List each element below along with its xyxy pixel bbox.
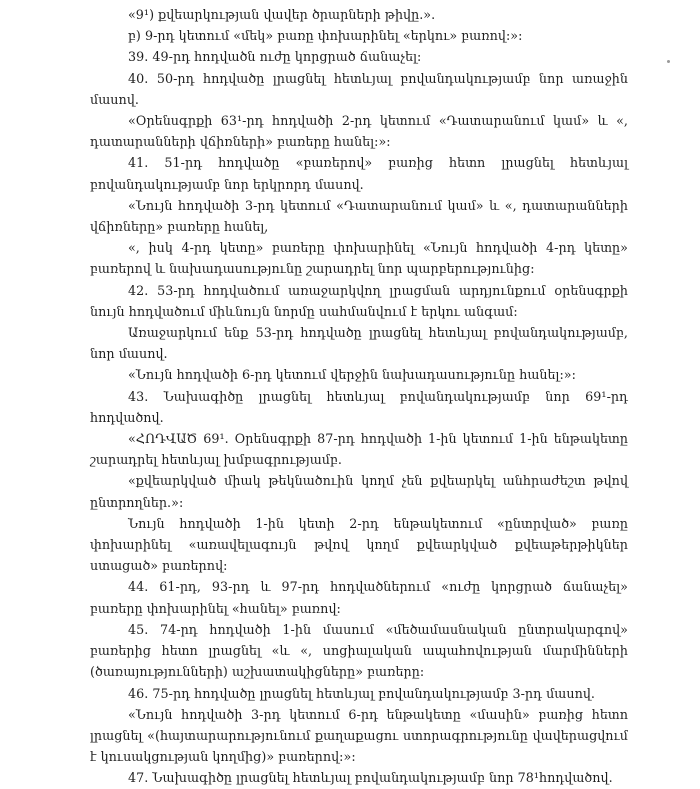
paragraph: «Օրենսգրքի 63¹-րդ հոդվածի 2-րդ կետում «Դատարանում կամ» և «, դատարանների վճիռների» բառերը հանել:»:: [90, 113, 628, 150]
paragraph: 42. 53-րդ հոդվածում առաջարկվող լրացման արդյունքում օրենսգրքի նույն հոդվածում միևնույն նորմը սահմանվում է երկու անգամ:: [90, 282, 628, 319]
paragraph: 45. 74-րդ հոդվածի 1-ին մասում «մեծամասնական ընտրակարգով» բառերից հետո լրացնել «և «, սոցիալական ապահովության մարմինների (ծառայությունների) աշխատակիցները» բառերը:: [90, 621, 628, 680]
paragraph: Նույն հոդվածի 1-ին կետի 2-րդ ենթակետում «ընտրված» բառը փոխարինել «առավելագույն թվով կողմ քվեարկված քվեաթերթիկներ ստացած» բառերով:: [90, 515, 628, 574]
paragraph: «ՀՈԴՎԱԾ 69¹. Օրենսգրքի 87-րդ հոդվածի 1-ին կետում 1-ին ենթակետը շարադրել հետևյալ խմբագրությամբ.: [90, 431, 628, 468]
paragraph: 43. Նախագիծը լրացնել հետևյալ բովանդակությամբ նոր 69¹-րդ հոդվածով.: [90, 388, 628, 425]
document-body: [90, 4, 628, 789]
paragraph: 46. 75-րդ հոդվածը լրացնել հետևյալ բովանդակությամբ 3-րդ մասով.: [128, 685, 596, 701]
paragraph: 40. 50-րդ հոդվածը լրացնել հետևյալ բովանդակությամբ նոր առաջին մասով.: [90, 70, 628, 107]
paragraph: «Նույն հոդվածի 6-րդ կետում վերջին նախադասությունը հանել:»:: [128, 367, 576, 383]
paragraph: «, իսկ 4-րդ կետը» բառերը փոխարինել «Նույն հոդվածի 4-րդ կետը» բառերով և նախադասությունը շարադրել նոր պարբերությունից:: [90, 240, 628, 277]
paragraph: 39. 49-րդ հոդվածն ուժը կորցրած ճանաչել:: [128, 49, 422, 65]
paragraph: «քվեարկված միակ թեկնածուին կողմ չեն քվեարկել անհրաժեշտ թվով ընտրողներ.»:: [90, 473, 628, 510]
paragraph: 44. 61-րդ, 93-րդ և 97-րդ հոդվածներում «ուժը կորցրած ճանաչել» բառերը փոխարինել «հանել» բառով:: [90, 579, 628, 616]
paragraph: «Նույն հոդվածի 3-րդ կետում «Դատարանում կամ» և «, դատարանների վճիռները» բառերը հանել,: [90, 197, 628, 235]
scan-speck: [667, 60, 670, 63]
paragraph: բ) 9-րդ կետում «մեկ» բառը փոխարինել «երկու» բառով:»:: [128, 28, 523, 44]
paragraph: 41. 51-րդ հոդվածը «բառերով» բառից հետո լրացնել հետևյալ բովանդակությամբ նոր երկրորդ մասով.: [90, 155, 628, 192]
paragraph: 47. Նախագիծը լրացնել հետևյալ բովանդակությամբ նոր 78¹հոդվածով.: [128, 770, 613, 786]
paragraph: «9¹) քվեարկության վավեր ծրարների թիվը.».: [128, 7, 436, 22]
paragraph: «Նույն հոդվածի 3-րդ կետում 6-րդ ենթակետը «մասին» բառից հետո լրացնել «(հայտարարությունում քաղաքացու ստորագրությունը վավերացվում է կուսակցության կողմից)» բառերով:»:: [90, 706, 628, 765]
paragraph: Առաջարկում ենք 53-րդ հոդվածը լրացնել հետևյալ բովանդակությամբ, նոր մասով.: [90, 325, 628, 362]
